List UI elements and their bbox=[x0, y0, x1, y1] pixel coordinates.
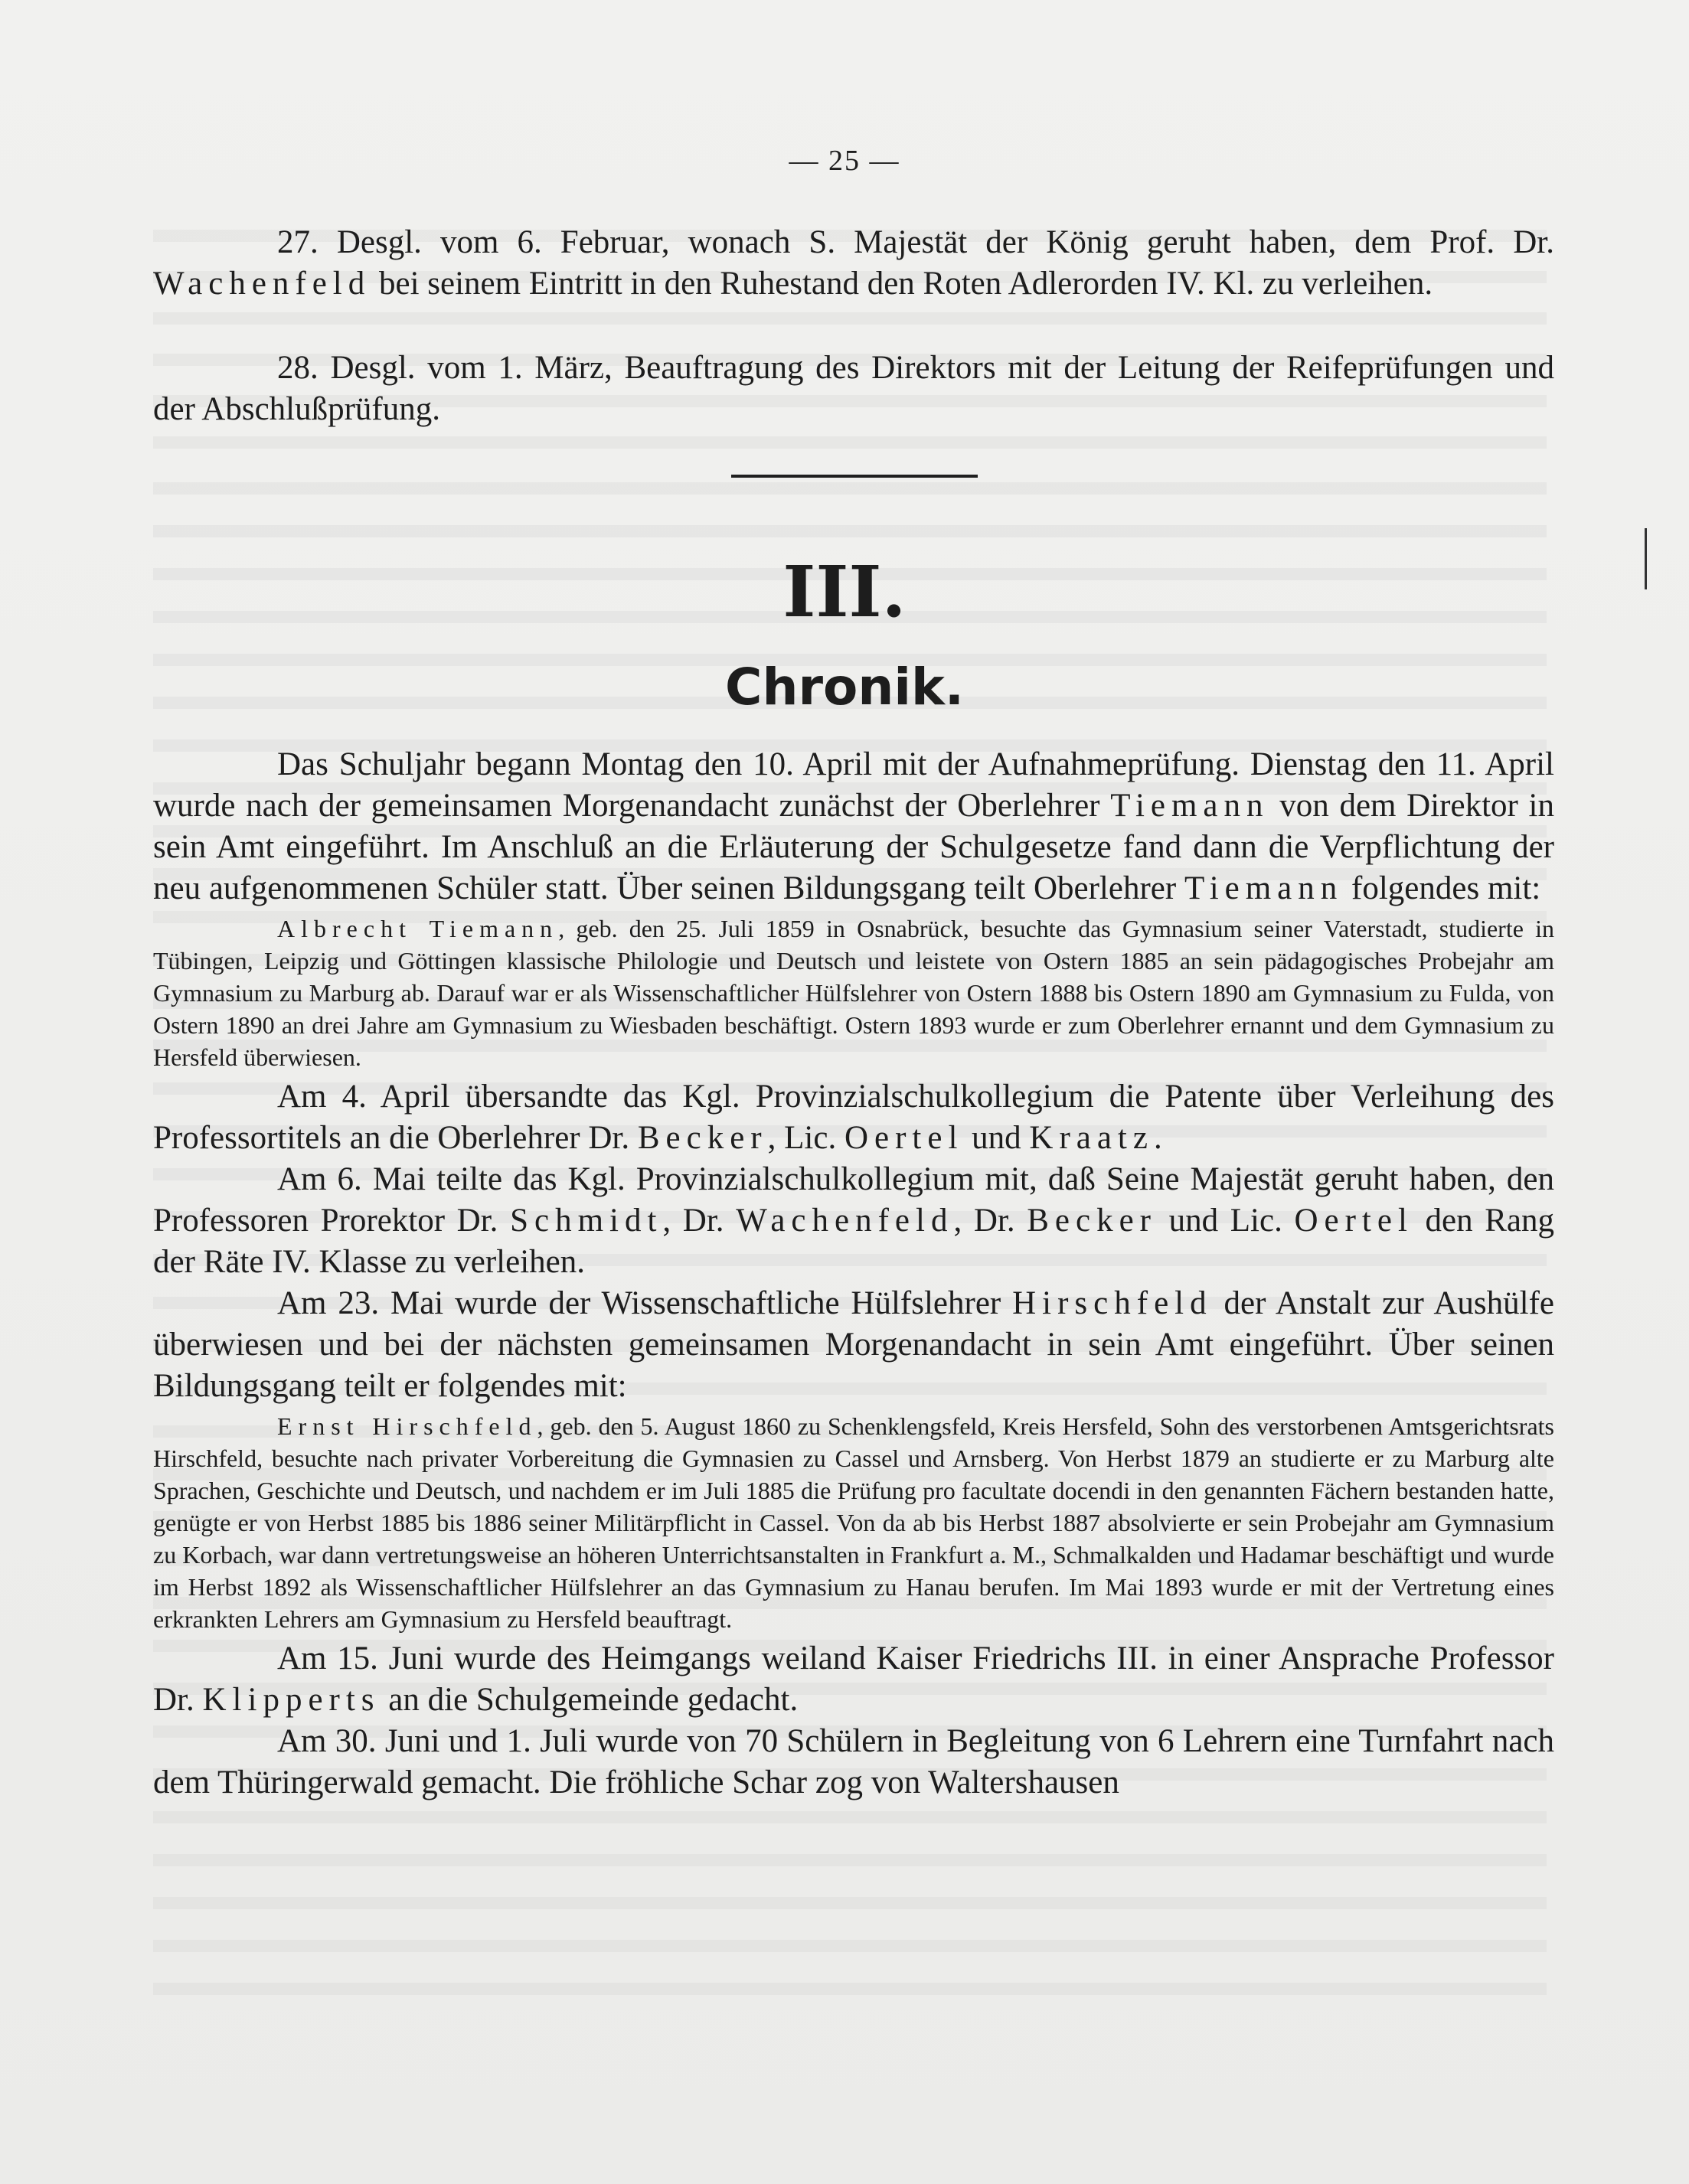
name-wachenfeld: Wachenfeld bbox=[736, 1203, 954, 1239]
name-oertel: Oertel bbox=[844, 1120, 964, 1156]
bio-text: , geb. den 5. August 1860 zu Schenklengsfeld, Kreis Hersfeld, Sohn des verstorbenen Amtsgerichtsrats Hirschfeld, besuchte nach privater Vorbereitung die Gymnasien zu Cassel und Arnsberg. Von Herbst 1879 an studierte er zu Marburg alte Sprachen, Geschichte und Deutsch, und nachdem er im Juli 1885 die Prüfung pro facultate docendi in den genannten Fächern bestanden hatte, genügte er von Herbst 1885 bis 1886 seiner Militärpflicht in Cassel. Von da ab bis Herbst 1887 absolvierte er sein Probejahr am Gymnasium zu Korbach, war dann vertretungsweise an höheren Unterrichtsanstalten in Frankfurt a. M., Schmalkalden und Hadamar beschäftigt und wurde im Herbst 1892 als Wissenschaftlicher Hülfslehrer an das Gymnasium zu Hanau berufen. Im Mai 1893 wurde er mit der Vertretung eines erkrankten Lehrers am Gymnasium zu Hersfeld beauftragt. bbox=[153, 1412, 1555, 1633]
paragraph-hirschfeld bbox=[153, 1283, 1554, 1407]
name-kraatz: Kraatz bbox=[1029, 1120, 1154, 1156]
paragraph-text: den Rang der Räte IV. Klasse zu verleihen. bbox=[153, 1203, 1555, 1280]
section-divider bbox=[731, 475, 978, 478]
paragraph-school-year bbox=[153, 744, 1554, 909]
paragraph-text: folgendes mit: bbox=[1343, 870, 1541, 906]
paragraph-text: Am 23. Mai wurde der Wissenschaftliche Hülfslehrer bbox=[277, 1285, 1013, 1321]
paragraph-text: . bbox=[1153, 1120, 1162, 1156]
name-schmidt: Schmidt bbox=[510, 1203, 663, 1239]
paragraph-turnfahrt: Am 30. Juni und 1. Juli wurde von 70 Schülern in Begleitung von 6 Lehrern eine Turnfahrt nach dem Thüringerwald gemacht. Die fröhliche Schar zog von Waltershausen bbox=[153, 1723, 1554, 1800]
chronicle-body bbox=[153, 744, 1554, 1804]
name-hirschfeld: Hirschfeld bbox=[1012, 1285, 1213, 1321]
bio-tiemann bbox=[153, 912, 1554, 1073]
name-tiemann: Tiemann bbox=[1110, 788, 1269, 824]
name-klipperts: Klipperts bbox=[202, 1682, 381, 1718]
paragraph-text: , Dr. bbox=[953, 1203, 1027, 1239]
paragraph-text: Am 6. Mai teilte das Kgl. Provinzialschulkollegium mit, daß Seine Majestät geruht haben, den Professoren Prorektor Dr. bbox=[153, 1161, 1554, 1239]
page-number: — 25 — bbox=[789, 145, 900, 177]
name-oertel: Oertel bbox=[1294, 1203, 1413, 1239]
item-27-name: Wachenfeld bbox=[153, 266, 371, 302]
margin-mark bbox=[1645, 528, 1647, 589]
paragraph-text: Am 4. April übersandte das Kgl. Provinzialschulkollegium die Patente über Verleihung des Professortitels an die Oberlehrer Dr. bbox=[153, 1079, 1554, 1156]
paragraph-kaiser-friedrich bbox=[153, 1638, 1554, 1721]
section-numeral: III. bbox=[782, 550, 907, 633]
paragraph-text: und Lic. bbox=[1157, 1203, 1295, 1239]
section-title: Chronik. bbox=[725, 658, 964, 717]
paragraph-professor-titles bbox=[153, 1076, 1554, 1159]
item-28 bbox=[153, 348, 1554, 430]
item-28-text: 28. Desgl. vom 1. März, Beauftragung des Direktors mit der Leitung der Reifeprüfungen und der Abschlußprüfung. bbox=[153, 350, 1554, 427]
bio-name: Ernst Hirschfeld bbox=[277, 1412, 537, 1440]
bio-hirschfeld bbox=[153, 1410, 1554, 1635]
paragraph-text: , Dr. bbox=[662, 1203, 737, 1239]
paragraph-text: der Anstalt zur Aushülfe überwiesen und bei der nächsten gemeinsamen Morgenandacht in sein Amt eingeführt. Über seinen Bildungsgang teilt er folgendes mit: bbox=[153, 1285, 1555, 1404]
paragraph-text: an die Schulgemeinde gedacht. bbox=[380, 1682, 799, 1718]
item-27-prefix: 27. Desgl. vom 6. Februar, wonach S. Majestät der König geruht haben, dem Prof. Dr. bbox=[277, 224, 1554, 260]
item-27 bbox=[153, 222, 1554, 305]
name-becker: Becker bbox=[1027, 1203, 1157, 1239]
paragraph-text: von dem Direktor in sein Amt eingeführt. Im Anschluß an die Erläuterung der Schulgesetze fand dann die Verpflichtung der neu aufgenommenen Schüler statt. Über seinen Bildungsgang teilt Oberlehrer bbox=[153, 788, 1554, 906]
item-27-suffix: bei seinem Eintritt in den Ruhestand den Roten Adlerorden IV. Kl. zu verleihen. bbox=[371, 266, 1433, 302]
paragraph-text: Am 15. Juni wurde des Heimgangs weiland Kaiser Friedrichs III. in einer Ansprache Professor Dr. bbox=[153, 1640, 1554, 1718]
bio-name: Albrecht Tiemann bbox=[277, 915, 559, 942]
paragraph-text: und bbox=[963, 1120, 1030, 1156]
name-tiemann: Tiemann bbox=[1184, 870, 1344, 906]
paragraph-text: , Lic. bbox=[767, 1120, 844, 1156]
bio-text: , geb. den 25. Juli 1859 in Osnabrück, besuchte das Gymnasium seiner Vaterstadt, studierte in Tübingen, Leipzig und Göttingen klassische Philologie und Deutsch und leistete von Ostern 1885 an sein pädagogisches Probejahr am Gymnasium zu Marburg ab. Darauf war er als Wissenschaftlicher Hülfslehrer von Ostern 1888 bis Ostern 1890 am Gymnasium zu Fulda, von Ostern 1890 an drei Jahre am Gymnasium zu Wiesbaden beschäftigt. Ostern 1893 wurde er zum Oberlehrer ernannt und dem Gymnasium zu Hersfeld überwiesen. bbox=[153, 915, 1555, 1071]
name-becker: Becker bbox=[637, 1120, 768, 1156]
paragraph-text: Das Schuljahr begann Montag den 10. April mit der Aufnahmeprüfung. Dienstag den 11. April wurde nach der gemeinsamen Morgenandacht zunächst der Oberlehrer bbox=[153, 746, 1554, 824]
paragraph-rank bbox=[153, 1159, 1554, 1283]
